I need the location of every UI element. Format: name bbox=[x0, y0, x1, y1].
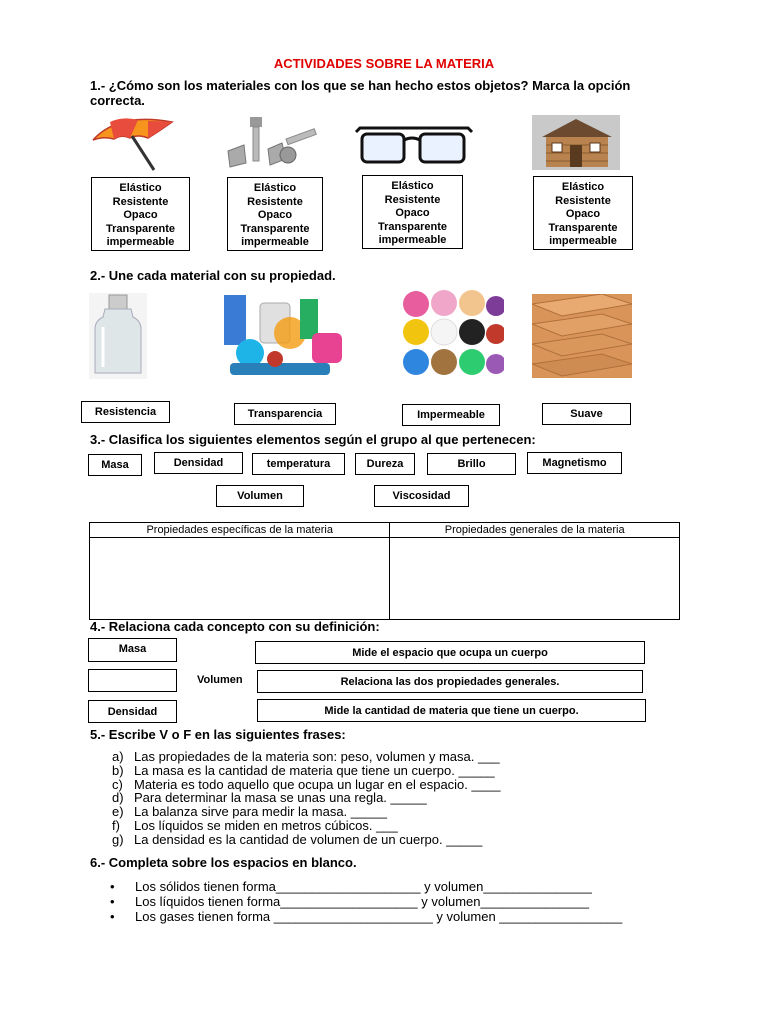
item-masa[interactable]: Masa bbox=[88, 454, 142, 476]
item-label: e) bbox=[112, 804, 124, 820]
property-resistencia[interactable]: Resistencia bbox=[81, 401, 170, 423]
wool-icon bbox=[400, 290, 504, 378]
q6-heading: 6.- Completa sobre los espacios en blanco. bbox=[90, 855, 357, 870]
item-text[interactable]: Para determinar la masa se unas una regla. _____ bbox=[134, 790, 427, 806]
option-transparente[interactable]: Transparente bbox=[240, 222, 310, 235]
item-label: a) bbox=[112, 749, 124, 764]
wood-planks-icon bbox=[532, 294, 632, 378]
item-text[interactable]: La masa es la cantidad de materia que tiene un cuerpo. _____ bbox=[134, 762, 495, 778]
q4-heading: 4.- Relaciona cada concepto con su definición: bbox=[90, 619, 380, 634]
option-opaco[interactable]: Opaco bbox=[395, 207, 430, 219]
option-opaco[interactable]: Opaco bbox=[565, 208, 601, 220]
header-specific-properties: Propiedades específicas de la materia bbox=[90, 523, 390, 538]
option-impermeable[interactable]: impermeable bbox=[549, 235, 617, 247]
q2-heading: 2.- Une cada material con su propiedad. bbox=[90, 268, 336, 283]
item-label: f) bbox=[112, 817, 120, 833]
property-transparencia[interactable]: Transparencia bbox=[234, 403, 336, 425]
property-impermeable[interactable]: Impermeable bbox=[402, 404, 500, 426]
item-text[interactable]: Los líquidos se miden en metros cúbicos. ___ bbox=[134, 817, 398, 833]
list-item bbox=[110, 879, 622, 894]
fill-blanks-list bbox=[110, 879, 622, 924]
q3-heading: 3.- Clasifica los siguientes elementos según el grupo al que pertenecen: bbox=[90, 432, 536, 447]
glasses-icon bbox=[354, 124, 474, 168]
worksheet-title: ACTIVIDADES SOBRE LA MATERIA bbox=[273, 56, 495, 71]
bullet: • bbox=[110, 909, 115, 924]
classification-table bbox=[89, 522, 680, 620]
q1-options-box-1 bbox=[91, 177, 190, 251]
definition-2[interactable]: Relaciona las dos propiedades generales. bbox=[257, 670, 643, 693]
option-elastico[interactable]: Elástico bbox=[391, 180, 434, 192]
concept-densidad[interactable]: Densidad bbox=[88, 700, 177, 723]
definition-3[interactable]: Mide la cantidad de materia que tiene un cuerpo. bbox=[257, 699, 646, 722]
list-item bbox=[112, 778, 500, 792]
list-item bbox=[110, 909, 622, 924]
concept-volumen[interactable]: Volumen bbox=[197, 674, 243, 686]
option-opaco[interactable]: Opaco bbox=[123, 209, 158, 221]
q1-options-box-4 bbox=[533, 176, 633, 250]
list-item bbox=[112, 819, 500, 833]
concept-empty[interactable] bbox=[88, 669, 177, 692]
option-transparente[interactable]: Transparente bbox=[548, 221, 618, 234]
item-label: g) bbox=[112, 831, 124, 847]
option-impermeable[interactable]: impermeable bbox=[106, 236, 175, 248]
q1-heading bbox=[90, 78, 630, 108]
header-general-properties: Propiedades generales de la materia bbox=[390, 523, 680, 538]
plastic-objects-icon bbox=[220, 293, 346, 379]
item-dureza[interactable]: Dureza bbox=[355, 453, 415, 475]
item-text[interactable]: Los gases tienen forma ______________________ y volumen _________________ bbox=[135, 909, 623, 924]
item-label: b) bbox=[112, 762, 124, 778]
bullet: • bbox=[110, 879, 115, 894]
option-transparente[interactable]: Transparente bbox=[377, 220, 448, 233]
item-text[interactable]: La densidad es la cantidad de volumen de un cuerpo. _____ bbox=[134, 831, 483, 847]
option-transparente[interactable]: Transparente bbox=[105, 222, 176, 235]
definition-1[interactable]: Mide el espacio que ocupa un cuerpo bbox=[255, 641, 645, 664]
cell-general-properties[interactable] bbox=[390, 538, 680, 620]
list-item bbox=[112, 833, 500, 847]
screws-icon bbox=[224, 115, 319, 170]
true-false-list bbox=[112, 750, 500, 847]
q1-options-box-2 bbox=[227, 177, 323, 251]
list-item bbox=[110, 894, 622, 909]
item-temperatura[interactable]: temperatura bbox=[252, 453, 345, 475]
option-resistente[interactable]: Resistente bbox=[247, 195, 303, 208]
item-volumen[interactable]: Volumen bbox=[216, 485, 304, 507]
option-elastico[interactable]: Elástico bbox=[253, 182, 297, 194]
item-text[interactable]: Los sólidos tienen forma____________________ y volumen_______________ bbox=[135, 879, 592, 894]
q1-heading-line2: correcta. bbox=[90, 93, 145, 108]
wooden-house-icon bbox=[532, 115, 620, 170]
item-viscosidad[interactable]: Viscosidad bbox=[374, 485, 469, 507]
glass-bottle-icon bbox=[89, 293, 147, 379]
concept-masa[interactable]: Masa bbox=[88, 638, 177, 662]
item-label: d) bbox=[112, 790, 124, 806]
property-suave[interactable]: Suave bbox=[542, 403, 631, 425]
item-text[interactable]: La balanza sirve para medir la masa. _____ bbox=[134, 804, 387, 820]
option-resistente[interactable]: Resistente bbox=[112, 195, 169, 208]
q1-heading-line1: 1.- ¿Cómo son los materiales con los que se han hecho estos objetos? Marca la opción bbox=[90, 78, 631, 93]
item-label: c) bbox=[112, 776, 123, 792]
umbrella-icon bbox=[88, 112, 178, 174]
option-elastico[interactable]: Elástico bbox=[561, 181, 605, 193]
option-opaco[interactable]: Opaco bbox=[257, 209, 293, 221]
item-text[interactable]: Materia es todo aquello que ocupa un lugar en el espacio. ____ bbox=[134, 776, 501, 792]
list-item bbox=[112, 764, 500, 778]
cell-specific-properties[interactable] bbox=[90, 538, 390, 620]
option-impermeable[interactable]: impermeable bbox=[241, 236, 309, 248]
option-resistente[interactable]: Resistente bbox=[384, 193, 441, 206]
item-densidad[interactable]: Densidad bbox=[154, 452, 243, 474]
option-resistente[interactable]: Resistente bbox=[555, 194, 611, 207]
option-elastico[interactable]: Elástico bbox=[119, 182, 162, 194]
bullet: • bbox=[110, 894, 115, 909]
q5-heading: 5.- Escribe V o F en las siguientes frases: bbox=[90, 727, 346, 742]
item-magnetismo[interactable]: Magnetismo bbox=[527, 452, 622, 474]
item-text[interactable]: Las propiedades de la materia son: peso, volumen y masa. ___ bbox=[134, 749, 500, 764]
list-item bbox=[112, 791, 500, 805]
item-text[interactable]: Los líquidos tienen forma___________________ y volumen_______________ bbox=[135, 894, 589, 909]
item-brillo[interactable]: Brillo bbox=[427, 453, 516, 475]
q1-options-box-3 bbox=[362, 175, 463, 249]
list-item bbox=[112, 805, 500, 819]
option-impermeable[interactable]: impermeable bbox=[378, 234, 447, 246]
list-item bbox=[112, 750, 500, 764]
